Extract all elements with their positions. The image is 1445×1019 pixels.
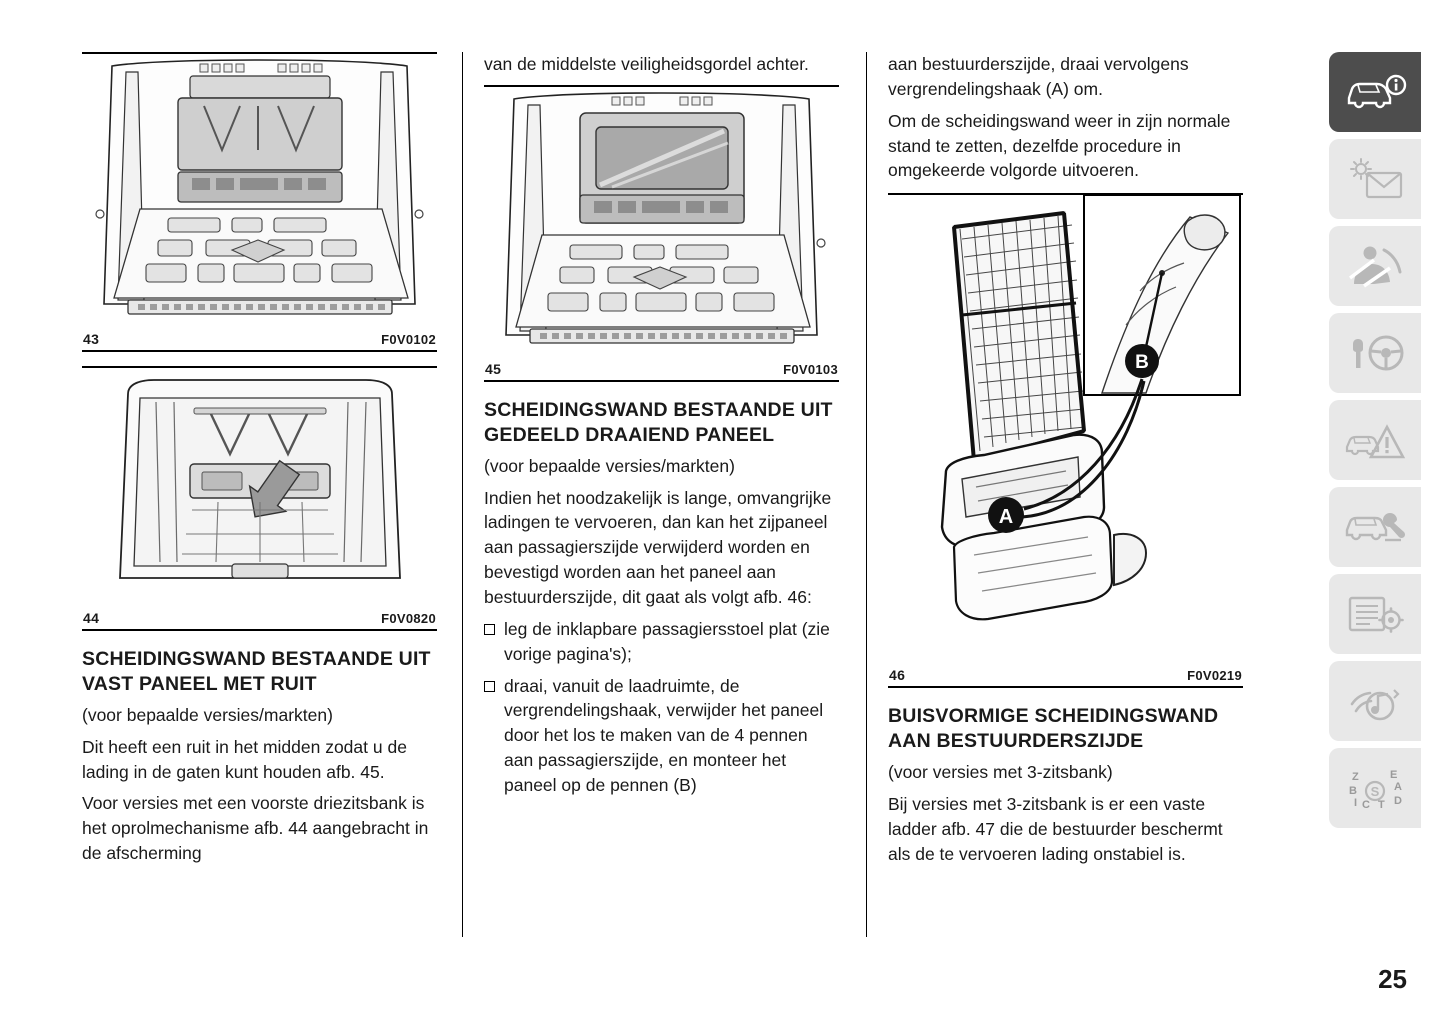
column-divider-1	[462, 52, 463, 937]
list-item-text: draai, vanuit de laadruimte, de vergrendelingshaak, verwijder het paneel door het los te maken van de 4 pennen aan passagierszijde, en monteer het paneel op de pennen (B)	[504, 675, 824, 795]
tab-multimedia[interactable]	[1329, 661, 1421, 741]
svg-text:C: C	[1362, 799, 1370, 810]
tab-car-maintenance[interactable]	[1329, 487, 1421, 567]
figure-46	[888, 193, 1243, 688]
svg-text:E: E	[1390, 769, 1398, 781]
figure-45-caption	[484, 359, 839, 380]
svg-text:A: A	[1394, 781, 1402, 793]
tab-emergency-warning[interactable]	[1329, 400, 1421, 480]
svg-text:D: D	[1394, 795, 1402, 807]
col2-continuation-text: van de middelste veiligheidsgordel achter.	[484, 54, 809, 74]
tab-steering-start[interactable]	[1329, 313, 1421, 393]
car-info-icon	[1343, 72, 1407, 112]
tab-car-info[interactable]	[1329, 52, 1421, 132]
page-number: 25	[1378, 964, 1407, 994]
figure-number: 45	[485, 360, 502, 377]
column-3	[888, 52, 1243, 874]
car-maintenance-icon	[1343, 506, 1407, 548]
multimedia-icon	[1344, 680, 1406, 722]
col2-versions-note: (voor bepaalde versies/markten)	[484, 455, 735, 476]
section-title-fixed-panel-bulkhead: SCHEIDINGSWAND BESTAANDE UIT VAST PANEEL MET RUIT	[82, 648, 431, 695]
figure-number: 46	[889, 667, 906, 684]
figure-code: F0V0102	[381, 332, 436, 347]
callout-b-label: B	[1135, 352, 1149, 374]
column-2	[484, 52, 839, 805]
col3-paragraph-1: Om de scheidingswand weer in zijn normale stand te zetten, dezelfde procedure in omgekeerde volgorde uitvoeren.	[888, 110, 1231, 181]
figure-code: F0V0103	[783, 361, 838, 377]
figure-number: 44	[83, 610, 100, 626]
tab-index[interactable]	[1329, 748, 1421, 828]
seatbelt-safety-icon	[1344, 244, 1406, 288]
steering-start-icon	[1344, 333, 1406, 373]
tab-technical-data[interactable]	[1329, 574, 1421, 654]
technical-data-icon	[1344, 592, 1406, 636]
dashboard-warning-icon	[1343, 157, 1407, 201]
col2-paragraph-1: Indien het noodzakelijk is lange, omvangrijke ladingen te vervoeren, dan kan het zijpaneel aan passagierszijde verwijderd worden en bevestigd worden aan het paneel aan bestuurderszijde, dit gaat als volgt afb. 46:	[484, 487, 832, 607]
col1-paragraph-2: Voor versies met een voorste driezitsbank is het oprolmechanisme afb. 44 aangebracht in de afscherming	[82, 793, 429, 864]
section-title-split-swivel-panel: SCHEIDINGSWAND BESTAANDE UIT GEDEELD DRAAIEND PANEEL	[484, 398, 833, 446]
tab-dashboard-warning[interactable]	[1329, 139, 1421, 219]
list-item-text: leg de inklapbare passagiersstoel plat (zie vorige pagina's);	[504, 618, 830, 664]
bullet-square-icon	[484, 681, 495, 692]
column-1	[82, 52, 437, 873]
list-item	[484, 617, 839, 667]
figure-44-art	[82, 368, 437, 608]
svg-text:S: S	[1370, 784, 1380, 799]
col1-paragraph-1: Dit heeft een ruit in het midden zodat u de lading in de gaten kunt houden afb. 45.	[82, 736, 407, 782]
chapter-tab-rail	[1329, 52, 1421, 835]
figure-43-art	[82, 54, 437, 329]
col3-paragraph-2: Bij versies met 3-zitsbank is er een vaste ladder afb. 47 die de bestuurder beschermt als de te vervoeren lading onstabiel is.	[888, 793, 1223, 864]
col1-versions-note: (voor bepaalde versies/markten)	[82, 704, 333, 725]
figure-45-art	[484, 87, 839, 359]
figure-46-art	[888, 195, 1243, 665]
figure-44	[82, 366, 437, 631]
svg-text:Z: Z	[1352, 771, 1359, 783]
figure-43	[82, 52, 437, 352]
figure-code: F0V0820	[381, 611, 436, 626]
bullet-square-icon	[484, 624, 495, 635]
figure-43-caption	[82, 329, 437, 350]
section-title-tubular-bulkhead: BUISVORMIGE SCHEIDINGSWAND AAN BESTUURDERSZIJDE	[888, 705, 1219, 753]
callout-a-label: A	[998, 506, 1014, 529]
tab-seatbelt-safety[interactable]	[1329, 226, 1421, 306]
svg-text:B: B	[1349, 785, 1357, 797]
svg-text:T: T	[1378, 799, 1385, 810]
col2-step-list	[484, 617, 839, 798]
figure-46-caption	[888, 665, 1243, 686]
column-divider-2	[866, 52, 867, 937]
svg-text:I: I	[1354, 797, 1358, 809]
index-icon	[1344, 766, 1406, 810]
figure-44-caption	[82, 608, 437, 629]
figure-number: 43	[83, 331, 100, 347]
figure-45	[484, 85, 839, 382]
figure-code: F0V0219	[1187, 668, 1242, 684]
col3-continuation-text: aan bestuurderszijde, draai vervolgens vergrendelingshaak (A) om.	[888, 54, 1189, 99]
emergency-warning-icon	[1343, 419, 1407, 461]
list-item	[484, 674, 839, 798]
col3-versions-note: (voor versies met 3-zitsbank)	[888, 762, 1113, 783]
